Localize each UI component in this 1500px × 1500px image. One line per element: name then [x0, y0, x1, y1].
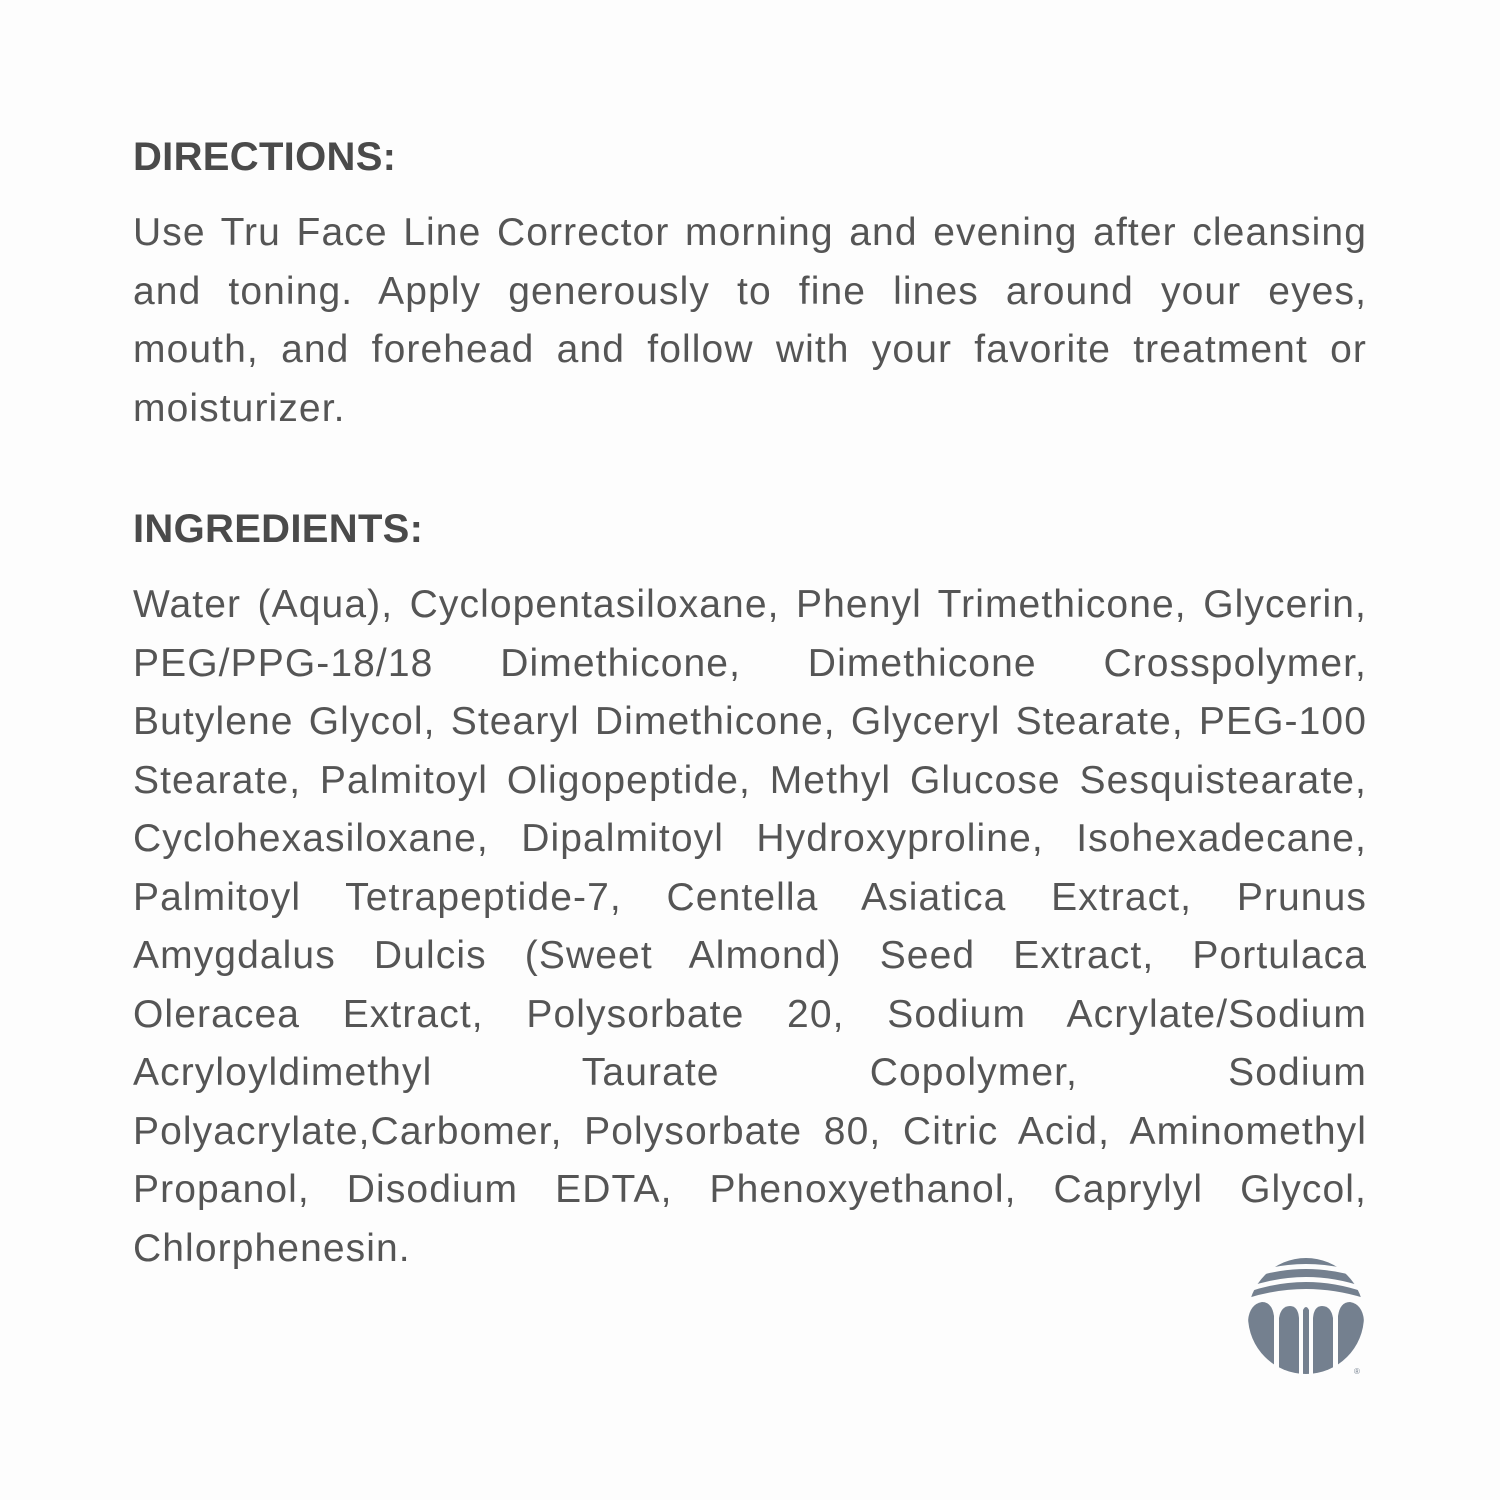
page-content	[133, 128, 1367, 1278]
ingredients-heading: INGREDIENTS:	[133, 507, 424, 551]
brand-logo-icon	[1248, 1258, 1368, 1378]
ingredients-text: Water (Aqua), Cyclopentasiloxane, Phenyl Trimethicone, Glycerin, PEG/PPG-18/18 Dimethicone, Dimethicone Crosspolymer, Butylene Glycol, Stearyl Dimethicone, Glyceryl Stearate, PEG-100 Stearate, Palmitoyl Oligopeptide, Methyl Glucose Sesquistearate, Cyclohexasiloxane, Dipalmitoyl Hydroxyproline, Isohexadecane, Palmitoyl Tetrapeptide-7, Centella Asiatica Extract, Prunus Amygdalus Dulcis (Sweet Almond) Seed Extract, Portulaca Oleracea Extract, Polysorbate 20, Sodium Acrylate/Sodium Acryloyldimethyl Taurate Copolymer, Sodium Polyacrylate,Carbomer, Polysorbate 80, Citric Acid, Aminomethyl Propanol, Disodium EDTA, Phenoxyethanol, Caprylyl Glycol, Chlorphenesin.	[133, 583, 1367, 1270]
directions-text: Use Tru Face Line Corrector morning and evening after cleansing and toning. Apply generously to fine lines around your eyes, mouth, and forehead and follow with your favorite treatment or moisturizer.	[133, 211, 1367, 430]
ingredients-section	[133, 500, 1367, 1278]
directions-heading: DIRECTIONS:	[133, 135, 397, 179]
registered-mark: ®	[1354, 1367, 1360, 1376]
directions-section	[133, 128, 1367, 438]
